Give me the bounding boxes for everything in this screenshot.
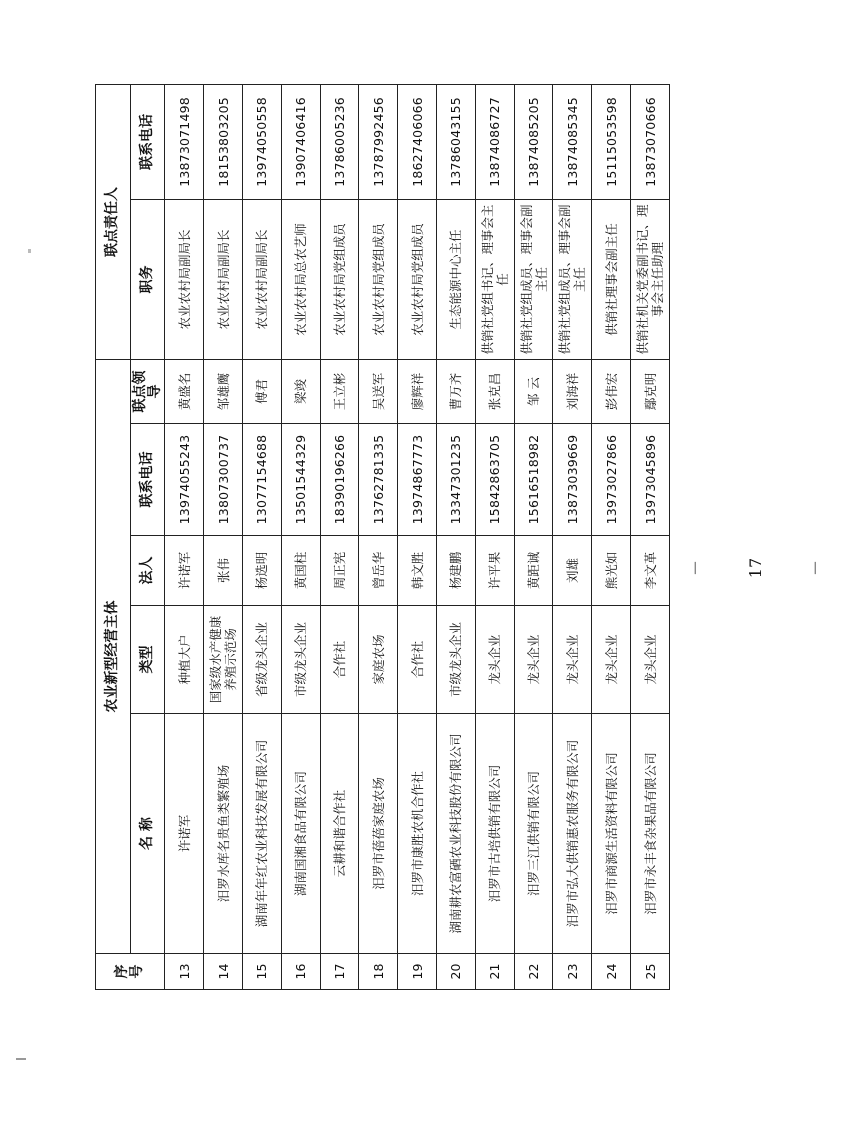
cell-legal: 刘雄 xyxy=(553,536,592,606)
cell-legal: 李文革 xyxy=(631,536,670,606)
cell-contact-phone: 15115053598 xyxy=(592,84,631,199)
header-type: 类型 xyxy=(130,606,165,714)
cell-position: 生态能源中心主任 xyxy=(437,199,476,359)
cell-name: 汨罗市古培供销有限公司 xyxy=(475,714,514,954)
table-row xyxy=(204,84,243,989)
header-phone: 联系电话 xyxy=(130,424,165,536)
cell-type: 合作社 xyxy=(398,606,437,714)
cell-position: 农业农村局副局长 xyxy=(165,199,204,359)
cell-position: 农业农村局副局长 xyxy=(243,199,282,359)
cell-position: 供销社党组成员、理事会副主任 xyxy=(514,199,553,359)
cell-phone: 13973027866 xyxy=(592,424,631,536)
cell-leader: 王立彬 xyxy=(320,359,359,423)
cell-leader: 廖辉祥 xyxy=(398,359,437,423)
header-seq: 序号 xyxy=(96,954,165,990)
cell-seq: 22 xyxy=(514,954,553,990)
cell-position: 供销社党组书记、理事会主任 xyxy=(475,199,514,359)
cell-position: 农业农村局总农艺师 xyxy=(281,199,320,359)
cell-name: 汨罗三江供销有限公司 xyxy=(514,714,553,954)
contact-table xyxy=(95,84,670,990)
cell-legal: 曾岳华 xyxy=(359,536,398,606)
cell-seq: 13 xyxy=(165,954,204,990)
cell-phone: 15842863705 xyxy=(475,424,514,536)
scan-speck xyxy=(16,1058,26,1060)
table-row xyxy=(165,84,204,989)
cell-type: 龙头企业 xyxy=(514,606,553,714)
cell-leader: 刘海祥 xyxy=(553,359,592,423)
cell-name: 汨罗市永丰食杂果品有限公司 xyxy=(631,714,670,954)
cell-position: 供销社机关党委副书记、理事会主任助理 xyxy=(631,199,670,359)
cell-leader: 吴送军 xyxy=(359,359,398,423)
cell-seq: 19 xyxy=(398,954,437,990)
table-row xyxy=(359,84,398,989)
cell-contact-phone: 13907406416 xyxy=(281,84,320,199)
header-row-group xyxy=(96,84,131,989)
cell-phone: 13077154688 xyxy=(243,424,282,536)
cell-leader: 黄盛名 xyxy=(165,359,204,423)
table-row xyxy=(281,84,320,989)
cell-contact-phone: 18627406066 xyxy=(398,84,437,199)
table-row xyxy=(631,84,670,989)
cell-leader: 梁竣 xyxy=(281,359,320,423)
cell-phone: 13807300737 xyxy=(204,424,243,536)
table-row xyxy=(553,84,592,989)
cell-legal: 黄距诚 xyxy=(514,536,553,606)
cell-phone: 18390196266 xyxy=(320,424,359,536)
cell-phone: 13974055243 xyxy=(165,424,204,536)
cell-phone: 13347301235 xyxy=(437,424,476,536)
cell-leader: 张克昌 xyxy=(475,359,514,423)
cell-contact-phone: 13786005236 xyxy=(320,84,359,199)
cell-name: 汨罗市蓓蓓家庭农场 xyxy=(359,714,398,954)
cell-leader: 鄢克明 xyxy=(631,359,670,423)
cell-phone: 15616518982 xyxy=(514,424,553,536)
cell-seq: 17 xyxy=(320,954,359,990)
cell-name: 汨罗市商源生活资料有限公司 xyxy=(592,714,631,954)
cell-legal: 杨选明 xyxy=(243,536,282,606)
table-row xyxy=(398,84,437,989)
cell-phone: 13973045896 xyxy=(631,424,670,536)
cell-leader: 邹 云 xyxy=(514,359,553,423)
cell-contact-phone: 13873071498 xyxy=(165,84,204,199)
cell-type: 龙头企业 xyxy=(592,606,631,714)
cell-leader: 傅君 xyxy=(243,359,282,423)
cell-legal: 杨建鹏 xyxy=(437,536,476,606)
cell-legal: 黄国柱 xyxy=(281,536,320,606)
header-contact-phone: 联系电话 xyxy=(130,84,165,199)
cell-leader: 彭伟宏 xyxy=(592,359,631,423)
cell-type: 合作社 xyxy=(320,606,359,714)
cell-name: 汨罗市弘大供销惠农服务有限公司 xyxy=(553,714,592,954)
cell-name: 汨罗水库名贵鱼类繁殖场 xyxy=(204,714,243,954)
header-leader: 联点领导 xyxy=(130,359,165,423)
cell-contact-phone: 13786043155 xyxy=(437,84,476,199)
cell-name: 云耕和谐合作社 xyxy=(320,714,359,954)
cell-contact-phone: 13974050558 xyxy=(243,84,282,199)
cell-seq: 23 xyxy=(553,954,592,990)
cell-name: 汨罗市康胜农机合作社 xyxy=(398,714,437,954)
cell-contact-phone: 13874085345 xyxy=(553,84,592,199)
cell-type: 家庭农场 xyxy=(359,606,398,714)
cell-legal: 许诺军 xyxy=(165,536,204,606)
cell-seq: 20 xyxy=(437,954,476,990)
header-position: 职务 xyxy=(130,199,165,359)
cell-name: 湖南耕农富硒农业科技股份有限公司 xyxy=(437,714,476,954)
cell-position: 供销社党组成员、理事会副主任 xyxy=(553,199,592,359)
cell-position: 农业农村局党组成员 xyxy=(359,199,398,359)
table-row xyxy=(514,84,553,989)
cell-leader: 邹雄鹰 xyxy=(204,359,243,423)
cell-type: 市级龙头企业 xyxy=(281,606,320,714)
cell-type: 市级龙头企业 xyxy=(437,606,476,714)
page-number: － 17 － xyxy=(686,557,825,579)
cell-seq: 18 xyxy=(359,954,398,990)
cell-phone: 13501544329 xyxy=(281,424,320,536)
cell-seq: 25 xyxy=(631,954,670,990)
cell-contact-phone: 13874086727 xyxy=(475,84,514,199)
cell-seq: 24 xyxy=(592,954,631,990)
table-row xyxy=(592,84,631,989)
cell-name: 湖南国湘食品有限公司 xyxy=(281,714,320,954)
cell-type: 龙头企业 xyxy=(475,606,514,714)
cell-phone: 13974867773 xyxy=(398,424,437,536)
cell-contact-phone: 13874085205 xyxy=(514,84,553,199)
cell-legal: 韩文胜 xyxy=(398,536,437,606)
cell-contact-phone: 18153803205 xyxy=(204,84,243,199)
cell-type: 种植大户 xyxy=(165,606,204,714)
cell-position: 供销社理事会副主任 xyxy=(592,199,631,359)
table-row xyxy=(243,84,282,989)
cell-name: 许诺军 xyxy=(165,714,204,954)
cell-seq: 14 xyxy=(204,954,243,990)
cell-contact-phone: 13873070666 xyxy=(631,84,670,199)
cell-phone: 13873039669 xyxy=(553,424,592,536)
cell-position: 农业农村局副局长 xyxy=(204,199,243,359)
cell-legal: 熊光如 xyxy=(592,536,631,606)
cell-seq: 15 xyxy=(243,954,282,990)
cell-seq: 16 xyxy=(281,954,320,990)
rotated-table-container xyxy=(95,85,670,990)
cell-type: 龙头企业 xyxy=(553,606,592,714)
cell-name: 湖南年年红农业科技发展有限公司 xyxy=(243,714,282,954)
scan-speck xyxy=(28,249,31,253)
cell-legal: 张伟 xyxy=(204,536,243,606)
header-group-entity: 农业新型经营主体 xyxy=(96,359,131,953)
cell-contact-phone: 13787992456 xyxy=(359,84,398,199)
table-row xyxy=(437,84,476,989)
header-legal: 法人 xyxy=(130,536,165,606)
cell-type: 省级龙头企业 xyxy=(243,606,282,714)
header-group-contact: 联点责任人 xyxy=(96,84,131,359)
cell-type: 国家级水产健康养殖示范场 xyxy=(204,606,243,714)
cell-legal: 许平果 xyxy=(475,536,514,606)
table-row xyxy=(475,84,514,989)
cell-position: 农业农村局党组成员 xyxy=(320,199,359,359)
cell-phone: 13762781335 xyxy=(359,424,398,536)
cell-leader: 曹万齐 xyxy=(437,359,476,423)
header-name: 名 称 xyxy=(130,714,165,954)
cell-legal: 周正宪 xyxy=(320,536,359,606)
cell-position: 农业农村局党组成员 xyxy=(398,199,437,359)
table-row xyxy=(320,84,359,989)
cell-type: 龙头企业 xyxy=(631,606,670,714)
cell-seq: 21 xyxy=(475,954,514,990)
header-row-columns xyxy=(130,84,165,989)
